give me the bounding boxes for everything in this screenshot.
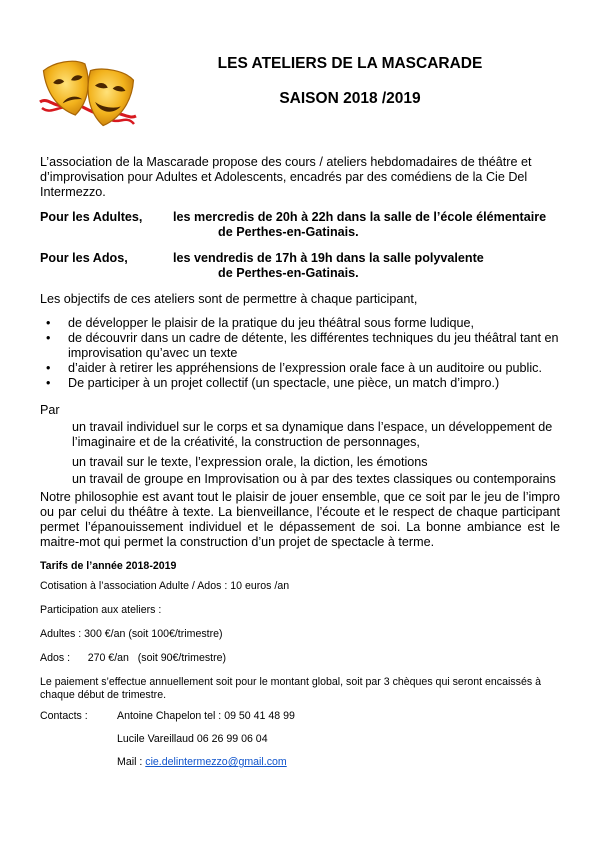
- bullet-icon: •: [46, 316, 51, 330]
- title-line-2: SAISON 2018 /2019: [279, 90, 421, 107]
- contact-lucile: Lucile Vareillaud 06 26 99 06 04: [117, 733, 268, 745]
- ados-label: Pour les Ados,: [40, 251, 128, 265]
- bullet-icon: •: [46, 331, 51, 345]
- objectives-list: [46, 316, 566, 391]
- email-link[interactable]: cie.delintermezzo@gmail.com: [145, 756, 287, 768]
- mail-line: [117, 756, 287, 769]
- list-item: • d’aider à retirer les appréhensions de l’expression orale face à un auditoire ou public.: [46, 361, 542, 375]
- adults-schedule-line-2: de Perthes-en-Gatinais.: [218, 225, 359, 239]
- ados-price: Ados : 270 €/an (soit 90€/trimestre): [40, 652, 227, 664]
- philosophy-paragraph: Notre philosophie est avant tout le plaisir de jouer ensemble, que ce soit par le jeu de l’impro ou par celui du théâtre à texte. La bienveillance, l’écoute et le respect de chaque participant permet l’épanouissement individuel et le dépassement de soi. La bonne ambiance est le maitre-mot qui permet la construction d’un projet de spectacle à terme.: [40, 490, 560, 549]
- list-item: • de découvrir dans un cadre de détente, les différentes techniques du jeu théâtral tant en improvisation qu’avec un texte: [46, 331, 559, 360]
- adults-schedule-line-1: les mercredis de 20h à 22h dans la salle de l’école élémentaire: [173, 210, 547, 224]
- participation-text: Participation aux ateliers :: [40, 604, 162, 616]
- ados-schedule-line-2: de Perthes-en-Gatinais.: [218, 266, 359, 280]
- contact-antoine: Antoine Chapelon tel : 09 50 41 48 99: [117, 710, 295, 722]
- par-item: un travail sur le texte, l’expression orale, la diction, les émotions: [72, 455, 428, 469]
- intro-paragraph: L’association de la Mascarade propose des cours / ateliers hebdomadaires de théâtre et d’improvisation pour Adultes et Adolescents, encadrés par des comédiens de la Cie Del Intermezzo.: [40, 155, 532, 199]
- theatre-masks-icon: [38, 58, 138, 138]
- objectives-intro: Les objectifs de ces ateliers sont de permettre à chaque participant,: [40, 292, 418, 306]
- tarifs-heading: Tarifs de l’année 2018-2019: [40, 560, 177, 572]
- adults-label: Pour les Adultes,: [40, 210, 143, 224]
- ados-schedule-line-1: les vendredis de 17h à 19h dans la salle polyvalente: [173, 251, 484, 265]
- title-line-1: LES ATELIERS DE LA MASCARADE: [217, 55, 483, 72]
- list-item: • De participer à un projet collectif (un spectacle, une pièce, un match d’impro.): [46, 376, 500, 390]
- bullet-icon: •: [46, 361, 51, 375]
- par-item: un travail de groupe en Improvisation ou à par des textes classiques ou contemporains: [72, 472, 556, 486]
- bullet-icon: •: [46, 376, 51, 390]
- adultes-price: Adultes : 300 €/an (soit 100€/trimestre): [40, 628, 223, 640]
- cotisation-text: Cotisation à l’association Adulte / Ados : 10 euros /an: [40, 580, 290, 592]
- mail-label: Mail :: [117, 756, 146, 768]
- par-label: Par: [40, 403, 60, 417]
- par-item: un travail individuel sur le corps et sa dynamique dans l’espace, un développement de l’imaginaire et de la créativité, la construction de personnages,: [72, 420, 553, 449]
- list-item: • de développer le plaisir de la pratique du jeu théâtral sous forme ludique,: [46, 316, 475, 330]
- contacts-label: Contacts :: [40, 710, 88, 722]
- payment-text: Le paiement s’effectue annuellement soit pour le montant global, soit par 3 chèques qui seront encaissés à chaque début de trimestre.: [40, 676, 541, 701]
